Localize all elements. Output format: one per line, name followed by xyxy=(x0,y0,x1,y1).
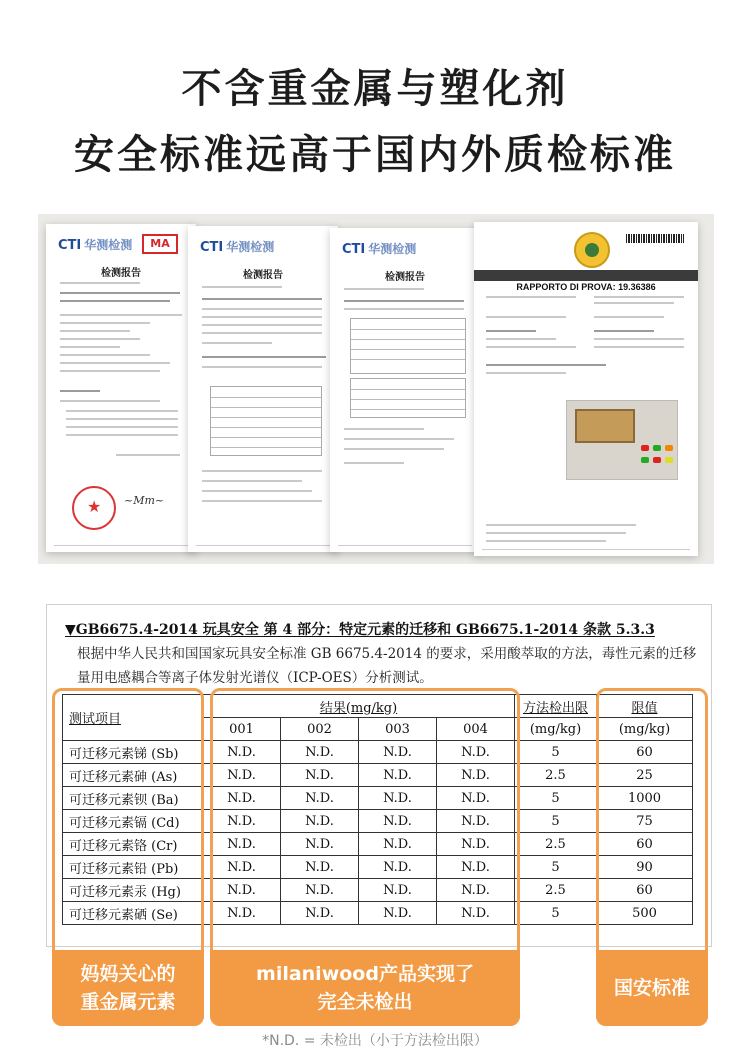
test-report-gallery xyxy=(38,214,714,564)
table-row xyxy=(63,856,693,879)
cti-logo: CTI 华测检测 xyxy=(200,240,275,255)
result-cell: N.D. xyxy=(281,902,359,925)
result-cell: N.D. xyxy=(437,810,515,833)
result-cell: N.D. xyxy=(437,856,515,879)
table-row xyxy=(63,810,693,833)
test-report-page-3 xyxy=(330,228,480,552)
col-header-result: 结果(mg/kg) xyxy=(203,695,515,718)
result-cell: N.D. xyxy=(359,879,437,902)
heavy-metal-results-table xyxy=(62,694,693,925)
result-cell: N.D. xyxy=(437,764,515,787)
method-limit-cell: 5 xyxy=(515,902,597,925)
table-row xyxy=(63,764,693,787)
result-cell: N.D. xyxy=(359,741,437,764)
test-item-cell: 可迁移元素汞 (Hg) xyxy=(63,879,203,902)
limit-cell: 75 xyxy=(597,810,693,833)
col-header-item: 测试项目 xyxy=(63,695,203,741)
limit-cell: 25 xyxy=(597,764,693,787)
report-title: 检测报告 xyxy=(243,270,283,281)
method-limit-cell: 5 xyxy=(515,810,597,833)
result-cell: N.D. xyxy=(203,764,281,787)
method-limit-cell: 2.5 xyxy=(515,879,597,902)
result-cell: N.D. xyxy=(203,787,281,810)
test-item-cell: 可迁移元素镉 (Cd) xyxy=(63,810,203,833)
result-cell: N.D. xyxy=(359,856,437,879)
product-photo xyxy=(566,400,678,480)
giocattoli-sicuri-logo-icon xyxy=(574,232,610,268)
sample-header: 001 xyxy=(203,718,281,741)
result-cell: N.D. xyxy=(203,810,281,833)
table-row xyxy=(63,879,693,902)
sample-header: 004 xyxy=(437,718,515,741)
result-cell: N.D. xyxy=(281,833,359,856)
cti-logo: CTI 华测检测 xyxy=(58,238,133,253)
table-row xyxy=(63,787,693,810)
test-report-page-1 xyxy=(46,224,196,552)
test-report-page-italian xyxy=(474,222,698,556)
result-cell: N.D. xyxy=(203,856,281,879)
result-cell: N.D. xyxy=(359,833,437,856)
result-cell: N.D. xyxy=(281,879,359,902)
result-cell: N.D. xyxy=(437,741,515,764)
limit-unit: (mg/kg) xyxy=(597,718,693,741)
method-limit-cell: 2.5 xyxy=(515,833,597,856)
method-limit-cell: 5 xyxy=(515,787,597,810)
cti-logo: CTI 华测检测 xyxy=(342,242,417,257)
headline-line-1: 不含重金属与塑化剂 xyxy=(181,66,569,112)
table-row xyxy=(63,741,693,764)
result-cell: N.D. xyxy=(359,764,437,787)
limit-cell: 90 xyxy=(597,856,693,879)
result-cell: N.D. xyxy=(437,787,515,810)
result-cell: N.D. xyxy=(359,902,437,925)
headline xyxy=(0,56,750,188)
result-cell: N.D. xyxy=(203,741,281,764)
limit-cell: 60 xyxy=(597,879,693,902)
report-title: 检测报告 xyxy=(385,272,425,283)
col-header-method-limit: 方法检出限 xyxy=(515,695,597,718)
result-cell: N.D. xyxy=(203,902,281,925)
limit-cell: 500 xyxy=(597,902,693,925)
footnote: *N.D. = 未检出（小于方法检出限） xyxy=(262,1033,488,1049)
signature-icon: ~Mm~ xyxy=(124,494,165,507)
method-limit-cell: 5 xyxy=(515,741,597,764)
test-item-cell: 可迁移元素铅 (Pb) xyxy=(63,856,203,879)
result-cell: N.D. xyxy=(359,787,437,810)
limit-cell: 60 xyxy=(597,833,693,856)
result-cell: N.D. xyxy=(281,741,359,764)
callout-not-detected: milaniwood产品实现了 完全未检出 xyxy=(210,950,520,1026)
result-cell: N.D. xyxy=(437,902,515,925)
sample-header: 002 xyxy=(281,718,359,741)
barcode-icon xyxy=(626,234,684,243)
callout-national-standard: 国安标准 xyxy=(596,950,708,1026)
col-header-limit: 限值 xyxy=(597,695,693,718)
table-header-row xyxy=(63,695,693,718)
result-cell: N.D. xyxy=(437,879,515,902)
method-limit-cell: 2.5 xyxy=(515,764,597,787)
test-item-cell: 可迁移元素硒 (Se) xyxy=(63,902,203,925)
sample-header: 003 xyxy=(359,718,437,741)
ma-certification-mark: MA xyxy=(142,234,178,254)
test-item-cell: 可迁移元素锑 (Sb) xyxy=(63,741,203,764)
result-cell: N.D. xyxy=(281,810,359,833)
test-item-cell: 可迁移元素铬 (Cr) xyxy=(63,833,203,856)
rapporto-di-prova-title: RAPPORTO DI PROVA: 19.36386 xyxy=(516,282,656,292)
result-cell: N.D. xyxy=(203,879,281,902)
headline-line-2: 安全标准远高于国内外质检标准 xyxy=(74,132,676,178)
limit-cell: 60 xyxy=(597,741,693,764)
standard-heading: ▼GB6675.4-2014 玩具安全 第 4 部分：特定元素的迁移和 GB6675.1-2014 条款 5.3.3 xyxy=(65,622,655,638)
test-item-cell: 可迁移元素砷 (As) xyxy=(63,764,203,787)
table-row xyxy=(63,833,693,856)
red-seal-icon xyxy=(72,486,116,530)
test-item-cell: 可迁移元素钡 (Ba) xyxy=(63,787,203,810)
callout-heavy-metals: 妈妈关心的 重金属元素 xyxy=(52,950,204,1026)
result-cell: N.D. xyxy=(281,856,359,879)
result-cell: N.D. xyxy=(359,810,437,833)
result-cell: N.D. xyxy=(281,787,359,810)
method-unit: (mg/kg) xyxy=(515,718,597,741)
result-cell: N.D. xyxy=(281,764,359,787)
report-title: 检测报告 xyxy=(101,268,141,279)
standard-description: 根据中华人民共和国国家玩具安全标准 GB 6675.4-2014 的要求，采用酸萃取的方法，毒性元素的迁移量用电感耦合等离子体发射光谱仪（ICP-OES）分析测试。 xyxy=(77,646,697,686)
limit-cell: 1000 xyxy=(597,787,693,810)
method-limit-cell: 5 xyxy=(515,856,597,879)
test-report-page-2 xyxy=(188,226,338,552)
result-cell: N.D. xyxy=(203,833,281,856)
result-cell: N.D. xyxy=(437,833,515,856)
table-row xyxy=(63,902,693,925)
